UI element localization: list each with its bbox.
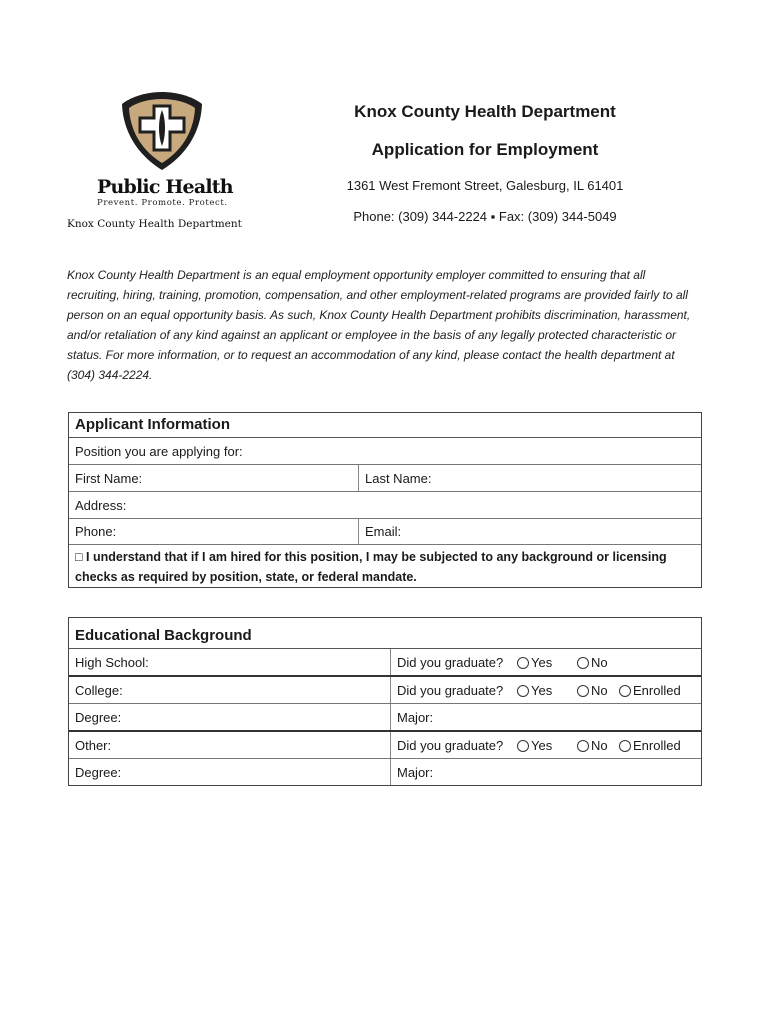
radio-icon xyxy=(517,740,529,752)
other-yes-radio[interactable] xyxy=(517,738,552,753)
yes-label: Yes xyxy=(531,655,553,670)
college-no-radio[interactable] xyxy=(577,683,608,698)
section-title: Applicant Information xyxy=(69,413,701,438)
background-check-checkbox[interactable]: □ I understand that if I am hired for this position, I may be subjected to any background or licensing checks as required by position, state, or federal mandate. xyxy=(75,550,667,584)
college-major-field[interactable]: Major: xyxy=(397,709,434,725)
graduate-question: Did you graduate? xyxy=(397,682,504,698)
no-label: No xyxy=(591,738,608,753)
radio-icon xyxy=(577,685,589,697)
radio-icon xyxy=(619,740,631,752)
college-yes-radio[interactable] xyxy=(517,683,552,698)
phone-line: Phone: (309) 344-2224 ▪ Fax: (309) 344-5049 xyxy=(353,209,617,224)
high-school-field[interactable]: High School: xyxy=(69,649,391,675)
radio-icon xyxy=(619,685,631,697)
yes-label: Yes xyxy=(531,683,553,698)
hs-yes-radio[interactable] xyxy=(517,655,552,670)
section-title: Educational Background xyxy=(69,618,701,649)
org-name: Knox County Health Department xyxy=(67,218,242,230)
applicant-information-section xyxy=(68,412,702,588)
college-enrolled-radio[interactable] xyxy=(619,683,681,698)
education-section xyxy=(68,617,702,786)
other-degree-field[interactable]: Degree: xyxy=(69,759,391,785)
graduate-question: Did you graduate? xyxy=(397,654,504,670)
no-label: No xyxy=(591,683,608,698)
enrolled-label: Enrolled xyxy=(633,683,681,698)
last-name-field[interactable]: Last Name: xyxy=(365,470,432,486)
hs-no-radio[interactable] xyxy=(577,655,608,670)
address-line: 1361 West Fremont Street, Galesburg, IL 61401 xyxy=(346,178,624,193)
shield-icon xyxy=(120,90,204,172)
brand-tagline: Prevent. Promote. Protect. xyxy=(97,198,228,208)
logo xyxy=(64,88,264,238)
graduate-question: Did you graduate? xyxy=(397,737,504,753)
page-title: Knox County Health Department xyxy=(354,102,616,121)
other-enrolled-radio[interactable] xyxy=(619,738,681,753)
radio-icon xyxy=(517,685,529,697)
eeo-statement: Knox County Health Department is an equal employment opportunity employer committed to ensuring that all recruiting, hiring, training, promotion, compensation, and other employment-related programs are provided fairly to all person on an equal opportunity basis. As such, Knox County Health Department prohibits discrimination, harassment, and/or retaliation of any kind against an applicant or employee in the basis of any legally protected characteristic or status. For more information, or to request an accommodation of any kind, please contact the health department at (304) 344-2224. xyxy=(67,268,691,382)
phone-field[interactable]: Phone: xyxy=(69,519,359,544)
other-major-field[interactable]: Major: xyxy=(397,764,434,780)
brand-name: Public Health xyxy=(97,176,233,198)
radio-icon xyxy=(577,657,589,669)
other-no-radio[interactable] xyxy=(577,738,608,753)
position-field[interactable]: Position you are applying for: xyxy=(75,443,243,459)
college-degree-field[interactable]: Degree: xyxy=(69,704,391,730)
radio-icon xyxy=(577,740,589,752)
yes-label: Yes xyxy=(531,738,553,753)
college-field[interactable]: College: xyxy=(69,677,391,703)
no-label: No xyxy=(591,655,608,670)
other-field[interactable]: Other: xyxy=(69,732,391,758)
page-subtitle: Application for Employment xyxy=(371,140,599,159)
enrolled-label: Enrolled xyxy=(633,738,681,753)
radio-icon xyxy=(517,657,529,669)
first-name-field[interactable]: First Name: xyxy=(69,465,359,491)
address-field[interactable]: Address: xyxy=(75,497,127,513)
email-field[interactable]: Email: xyxy=(365,524,402,539)
